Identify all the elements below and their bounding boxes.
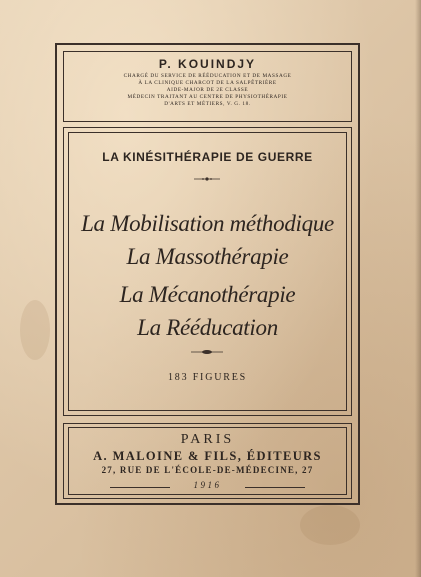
author-credit: D'ARTS ET MÉTIERS, V. G. 18. — [164, 101, 251, 107]
title-line: La Mécanothérapie — [119, 282, 296, 307]
publisher-address: 27, RUE DE L'ÉCOLE-DE-MÉDECINE, 27 — [101, 465, 314, 475]
title-line: La Mobilisation méthodique — [81, 211, 334, 236]
publisher-city: PARIS — [180, 432, 235, 447]
ornament-bottom — [190, 347, 224, 357]
figures-count: 183 FIGURES — [168, 372, 247, 383]
author-credit: MÉDECIN TRAITANT AU CENTRE DE PHYSIOTHÉRAPIE — [127, 94, 288, 100]
author-name: P. KOUINDJY — [158, 57, 257, 71]
title-line: La Rééducation — [137, 315, 278, 340]
publication-year: 1916 — [193, 480, 222, 490]
title-line: La Massothérapie — [126, 244, 289, 269]
author-credit: À LA CLINIQUE CHARCOT DE LA SALPÊTRIÈRE — [138, 80, 277, 86]
series-title: LA KINÉSITHÉRAPIE DE GUERRE — [102, 150, 313, 164]
author-credit: CHARGÉ DU SERVICE DE RÉÉDUCATION ET DE MASSAGE — [123, 73, 292, 79]
stain — [20, 300, 50, 360]
stain — [300, 505, 360, 545]
author-credit: AIDE-MAJOR DE 2E CLASSE — [166, 87, 249, 93]
ornament-top — [192, 174, 222, 184]
publisher-name: A. MALOINE & FILS, ÉDITEURS — [93, 449, 322, 463]
